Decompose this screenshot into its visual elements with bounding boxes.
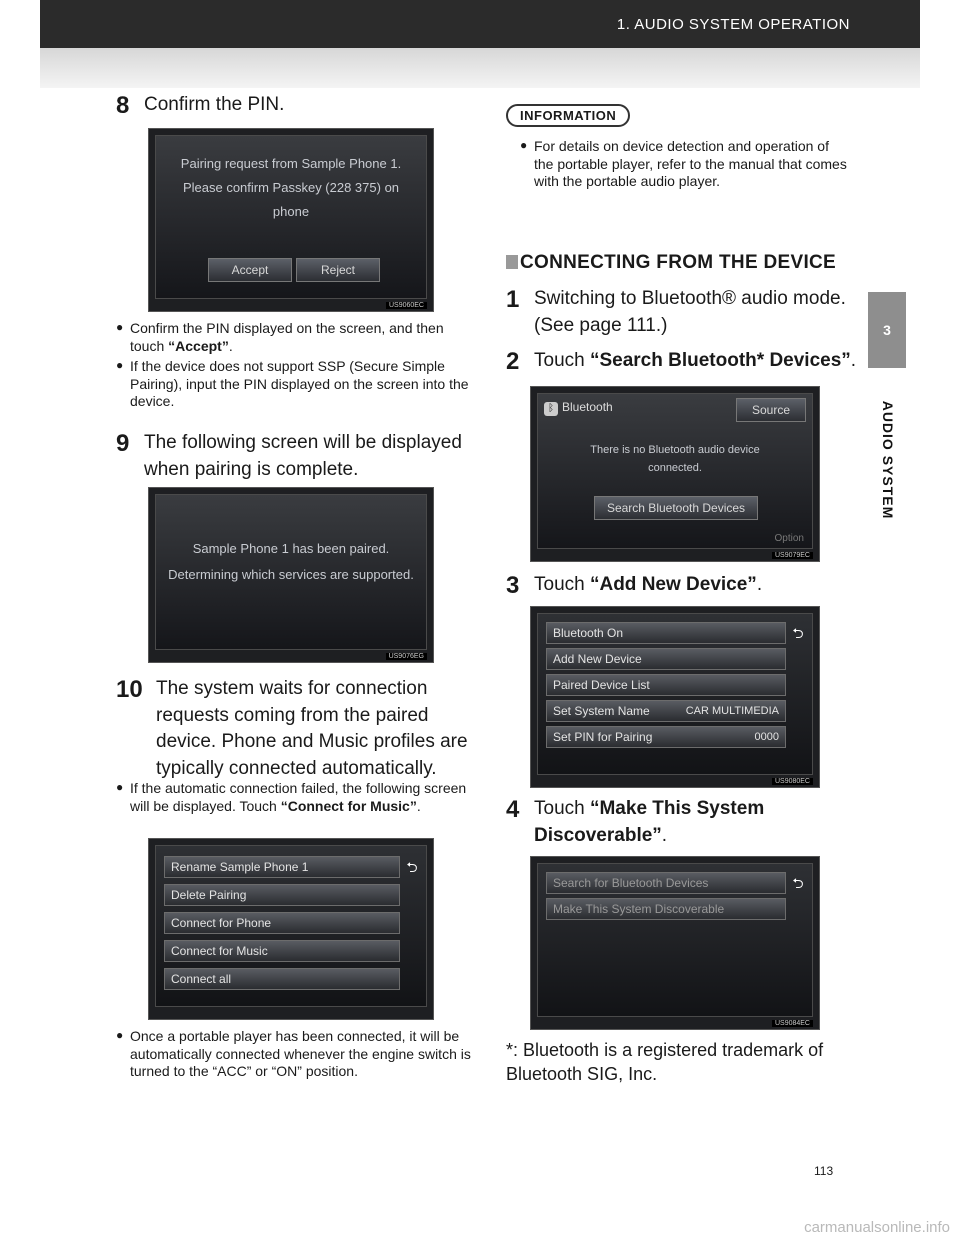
reject-button[interactable]: Reject xyxy=(296,258,380,282)
menu-search-bluetooth-devices[interactable]: Search for Bluetooth Devices xyxy=(546,872,786,894)
menu-connect-music[interactable]: Connect for Music xyxy=(164,940,400,962)
source-button[interactable]: Source xyxy=(736,398,806,422)
screen-paired: Sample Phone 1 has been paired. Determining which services are supported. US9076EG xyxy=(148,487,434,663)
screen-bluetooth-setup: Bluetooth On ⮌ Add New Device Paired Device List Set System Name CAR MULTIMEDIA Set PIN for Pairing 0000 US9080EC xyxy=(530,606,820,788)
page-number: 113 xyxy=(814,1164,834,1178)
step-4: 4 Touch “Make This System Discoverable”. xyxy=(506,796,765,846)
search-bluetooth-devices-button[interactable]: Search Bluetooth Devices xyxy=(594,496,758,520)
watermark: carmanualsonline.info xyxy=(804,1219,950,1236)
header-gradient-band xyxy=(40,48,920,88)
step-2: 2 Touch “Search Bluetooth* Devices”. xyxy=(506,348,857,375)
bullet-connection-failed: ● If the automatic connection failed, the following screen will be displayed. Touch “Connect for Music”. xyxy=(116,780,476,815)
step-1: 1 Switching to Bluetooth® audio mode. (See page 111.) xyxy=(506,286,846,336)
option-button[interactable]: Option xyxy=(774,533,804,544)
back-arrow-icon[interactable]: ⮌ xyxy=(792,875,804,891)
menu-connect-all[interactable]: Connect all xyxy=(164,968,400,990)
bullet-confirm-pin: ● Confirm the PIN displayed on the screen, and then touch “Accept”. xyxy=(116,320,476,355)
back-arrow-icon[interactable]: ⮌ xyxy=(792,625,804,641)
bullet-ssp: ● If the device does not support SSP (Secure Simple Pairing), input the PIN displayed on the screen into the device. xyxy=(116,358,476,411)
chapter-tab: 3 xyxy=(868,292,906,368)
menu-connect-phone[interactable]: Connect for Phone xyxy=(164,912,400,934)
screen-connect-menu xyxy=(148,838,434,1020)
screen-confirm-pin: Pairing request from Sample Phone 1. Please confirm Passkey (228 375) on phone Accept Reject US9060EC xyxy=(148,128,434,312)
menu-set-pin[interactable]: Set PIN for Pairing 0000 xyxy=(546,726,786,748)
bullet-auto-connect: ● Once a portable player has been connected, it will be automatically connected whenever the engine switch is turned to the “ACC” or “ON” position. xyxy=(116,1028,476,1081)
trademark-footnote: *: Bluetooth is a registered trademark of Bluetooth SIG, Inc. xyxy=(506,1040,824,1085)
menu-bluetooth-on[interactable]: Bluetooth On xyxy=(546,622,786,644)
step-8: 8 Confirm the PIN. xyxy=(116,92,285,119)
menu-paired-device-list[interactable]: Paired Device List xyxy=(546,674,786,696)
back-arrow-icon[interactable]: ⮌ xyxy=(406,859,418,875)
chapter-side-label: AUDIO SYSTEM xyxy=(880,400,896,520)
menu-add-new-device[interactable]: Add New Device xyxy=(546,648,786,670)
screen-discoverable: Search for Bluetooth Devices ⮌ Make This System Discoverable US9084EC xyxy=(530,856,820,1030)
bluetooth-icon: ᛒ xyxy=(544,402,558,416)
header-bar xyxy=(40,0,920,48)
step-3: 3 Touch “Add New Device”. xyxy=(506,572,763,599)
section-header-title: 1. AUDIO SYSTEM OPERATION xyxy=(616,16,850,33)
accept-button[interactable]: Accept xyxy=(208,258,292,282)
step-9: 9 The following screen will be displayed when pairing is complete. xyxy=(116,430,462,480)
screen-bluetooth-audio: ᛒ Bluetooth Source There is no Bluetooth audio device connected. Search Bluetooth Devices Option US9079EC xyxy=(530,386,820,562)
section-title: CONNECTING FROM THE DEVICE xyxy=(506,252,836,274)
section-square-icon xyxy=(506,255,518,269)
menu-rename-phone[interactable]: Rename Sample Phone 1 xyxy=(164,856,400,878)
menu-set-system-name[interactable]: Set System Name CAR MULTIMEDIA xyxy=(546,700,786,722)
information-badge: INFORMATION xyxy=(506,104,630,127)
step-10: 10 The system waits for connection requests coming from the paired device. Phone and Music profiles are typically connected automatically. xyxy=(116,676,468,779)
menu-make-discoverable[interactable]: Make This System Discoverable xyxy=(546,898,786,920)
menu-delete-pairing[interactable]: Delete Pairing xyxy=(164,884,400,906)
info-bullet: ● For details on device detection and operation of the portable player, refer to the manual that comes with the portable audio player. xyxy=(520,138,850,191)
bluetooth-title: ᛒ Bluetooth xyxy=(544,400,613,416)
